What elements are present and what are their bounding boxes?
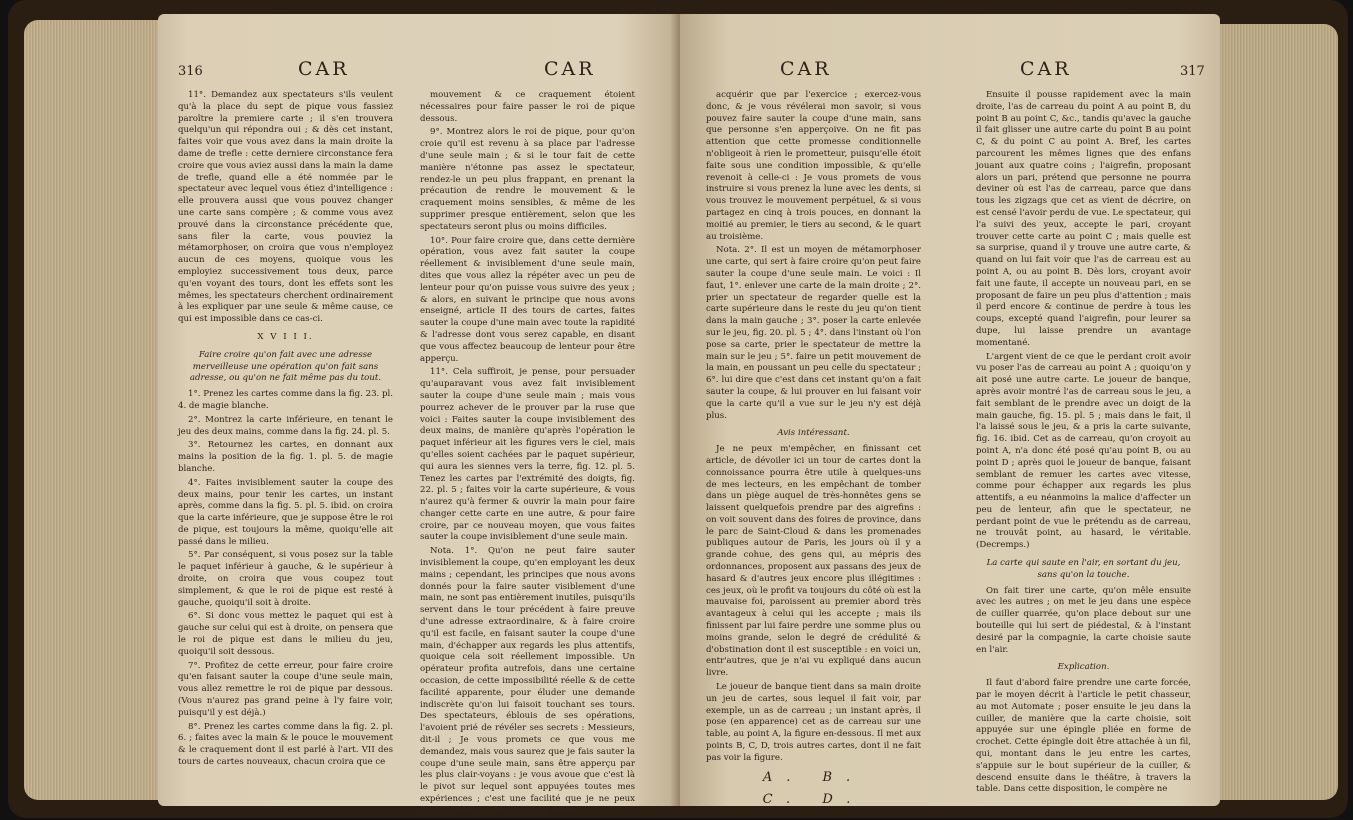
paragraph: 8°. Prenez les cartes comme dans la fig. 2. pl. 6. ; faites avec la main & le pouce le mouvement & le craquement dont il est parlé à l'art. VII des tours de cartes nouveaux, chacun croira que ce (178, 721, 393, 768)
paragraph: Nota. 1°. Qu'on ne peut faire sauter invisiblement la coupe, qu'en employant les deux mains ; cependant, les principes que nous avons donnés pour la faire sauter visiblement d'une main, ne sont pas entièrement inutiles, puisqu'ils servent dans le tour précédent à faire preuve d'une adresse extraordinaire, & à faire croire qu'il est facile, en faisant sauter la coupe d'une main, d'échapper aux regards les plus attentifs, quoique cela soit réellement impossible. Un opérateur profita autrefois, dans une certaine occasion, de cette impossibilité réelle & de cette facilité apparente, pour éluder une demande indiscrète qu'on lui faisoit touchant ses tours. Des spectateurs, éblouis de ses opérations, l'avoient prié de révéler ses secrets : Messieurs, dit-il ; Je vous promets ce que vous me demandez, mais vous saurez que je fais sauter la coupe d'une seule main, sans être apperçu par les plus clair-voyans : je vous avoue que c'est là le pivot sur lequel sont appuyées toutes mes expériences ; c'est une facilité que je ne peux vous donner, & que vous ne pourrez (420, 546, 635, 816)
left-header-word-2: CAR (544, 58, 596, 80)
paragraph: 7°. Profitez de cette erreur, pour faire croire qu'en faisant sauter la coupe d'une seule main, vous allez remettre le roi de pique par dessous. (Vous n'aurez pas grand peine à l'y faire voir, puisqu'il y est déjà.) (178, 660, 393, 718)
left-page (158, 14, 680, 816)
paragraph: 1°. Prenez les cartes comme dans la fig. 23. pl. 4. de magie blanche. (178, 389, 393, 411)
paragraph: 2°. Montrez la carte inférieure, en tenant le jeu des deux mains, comme dans la fig. 24. pl. 5. (178, 414, 393, 437)
paragraph: L'argent vient de ce que le perdant croit avoir vu poser l'as de carreau au point A ; quoiqu'on y ait posé une autre carte. Le joueur de banque, après avoir montré l'as de carreau sous le jeu, a fait semblant de le prendre avec un doigt de la main gauche, fig. 15. pl. 5 ; mais dans le fait, il l'a laissé sous le jeu, & a pris la carte suivante, fig. 16. ibid. Cet as de carreau, qu'on croyoit au point A, n'a donc été posé qu'au point B, ou au point D ; après quoi le joueur de banque, faisant semblant de remuer les cartes avec vitesse, comme pour échapper aux regards les plus attentifs, a eu néanmoins la malice d'affecter un peu de lenteur, afin que le spectateur, ne perdant point de vue le prétendu as de carreau, ne trouvât point, au hasard, le véritable. (Decremps.) (976, 351, 1191, 551)
right-page-number: 317 (1180, 64, 1205, 79)
paragraph: Il faut d'abord faire prendre une carte forcée, par le moyen décrit à l'article le petit chasseur, au mot Automate ; poser ensuite le jeu dans la cuiller, de manière que la carte choisie, soit appuyée sur une épingle pliée en forme de crochet. Cette épingle doit être attachée à un fil, qui, montant dans le jeu entre les cartes, s'appuie sur le bout supérieur de la cuiller, & descend ensuite dans le théâtre, à travers la table. Dans cette disposition, le compère ne (976, 678, 1191, 795)
paragraph: Ensuite il pousse rapidement avec la main droite, l'as de carreau du point A au point B, du point B au point C, &c., tandis qu'avec la gauche il fait glisser une autre carte du point B au point C, & du point C au point A. Bref, les cartes parcourent les mêmes lignes que des enfans jouant aux quatre coins ; l'aigrefin, proposant alors un pari, prétend que personne ne pourra deviner où est l'as de carreau, parce que dans tous les zigzags que cet as vient de décrire, on est censé l'avoir perdu de vue. Le spectateur, qui l'a suivi des yeux, accepte le pari, croyant trouver cette carte au point C ; mais quelle est sa surprise, quand il y trouve une autre carte, & quand on lui fait voir que l'as de carreau est au point A, ou au point B. Dès lors, croyant avoir fait une faute, il accepte un nouveau pari, en se proposant de faire un peu plus d'attention ; mais il perd encore & continue de perdre à tous les coups, excepté quand l'aigrefin, pour leurer sa dupe, lui laisse prendre un avantage momentané. (976, 90, 1191, 348)
paragraph: 10°. Pour faire croire que, dans cette dernière opération, vous avez fait sauter la coupe réellement & invisiblement d'une seule main, dites que vous allez la répéter avec un peu de lenteur pour qu'on puisse vous suivre des yeux ; & alors, en suivant le principe que nous avons enseigné, article II des tours de cartes, faites sauter la coupe d'une main avec toute la rapidité & l'adresse dont vous serez capable, en disant que vous affectez beaucoup de lenteur pour être apperçu. (420, 235, 635, 364)
notice-title: Avis intéressant. (777, 428, 850, 439)
paragraph: 9°. Montrez alors le roi de pique, pour qu'on croie qu'il est revenu à sa place par l'adresse d'une seule main ; & si le tour fait de cette manière n'étonne pas assez le spectateur, rendez-le un peu plus frappant, en prenant la précaution de rendre le mouvement & le craquement moins sensibles, & même de les supprimer presque entièrement, selon que les spectateurs seront plus ou moins difficiles. (420, 127, 635, 232)
paragraph: Le joueur de banque tient dans sa main droite un jeu de cartes, sous lequel il fait voir, par exemple, un as de carreau ; un instant après, il pose (en apparence) cet as de carreau sur une table, au point A, la figure en-dessous. Il met aux points B, C, D, trois autres cartes, dont il ne fait pas voir la figure. (706, 682, 921, 763)
diagram-letters-row-1: A. B. (762, 769, 865, 785)
page-edges-left (24, 20, 158, 800)
right-header-word-1: CAR (780, 58, 832, 80)
left-column-2 (420, 90, 635, 820)
right-column-2 (976, 90, 1191, 798)
paragraph: mouvement & ce craquement étoient nécessaires pour faire passer le roi de pique dessous. (420, 90, 635, 124)
section-title: Faire croire qu'on fait avec une adresse merveilleuse une opération qu'on fait sans adresse, ou qu'on ne fait même pas du tout. (189, 349, 382, 384)
left-header-word-1: CAR (298, 58, 350, 80)
open-book (8, 0, 1348, 818)
paragraph: On fait tirer une carte, qu'on mêle ensuite avec les autres ; on met le jeu dans une espèce de cuiller quarrée, qu'on place debout sur une bouteille qui lui sert de piédestal, & à l'instant desiré par la compagnie, la carte choisie saute en l'air. (976, 585, 1191, 655)
paragraph: 3°. Retournez les cartes, en donnant aux mains la position de la fig. 1. pl. 5. de magie blanche. (178, 440, 393, 474)
paragraph: 5°. Par conséquent, si vous posez sur la table le paquet inférieur à gauche, & le supérieur à droite, on croira que vous coupez tout simplement, & que le roi de pique est resté à gauche, quoiqu'il soit à droite. (178, 550, 393, 608)
trick-title: La carte qui saute en l'air, en sortant du jeu, sans qu'on la touche. (986, 558, 1181, 580)
right-page-header (680, 58, 1220, 88)
paragraph: 11°. Cela suffiroit, je pense, pour persuader qu'auparavant vous avez fait invisiblement sauter la coupe d'une seule main ; mais vous pourrez achever de le prouver par la ruse que voici : Faites sauter la coupe invisiblement des deux mains, de manière qu'après l'opération le paquet inférieur ait les figures vers le ciel, mais qu'elles soient cachées par le paquet supérieur, qui aura les siennes vers la terre, fig. 12. pl. 5. Tenez les cartes par l'extrémité des doigts, fig. 22. pl. 5 ; faites voir la carte supérieure, & vous n'aurez qu'à fermer & ouvrir la main pour faire changer cette carte en une autre, & pour faire croire, par ce nouveau moyen, que vous faites sauter la coupe invisiblement d'une seule main. (420, 367, 635, 543)
left-page-number: 316 (178, 64, 203, 79)
left-page-header (158, 58, 680, 88)
paragraph: Je ne peux m'empêcher, en finissant cet article, de dévoiler ici un tour de cartes dont la connoissance pourra être utile à quelques-uns de mes lecteurs, en les empêchant de tomber dans un piège auquel de très-honnêtes gens se laissent quelquefois prendre par des aigrefins : on voit souvent dans des foires de province, dans le parc de Saint-Cloud & dans les promenades publiques autour de Paris, les jours où il y a grande cohue, des gens qui, au mépris des ordonnances, proposent aux passans des jeux de hasard & d'autres jeux encore plus illégitimes : ces jeux, où le profit va toujours du côté où est la mauvaise foi, paroissent au premier abord très avantageux à celui qui les accepte ; mais ils finissent par lui faire perdre une somme plus ou moins grande, selon le degré de crédulité & d'obstination dont il est susceptible : en voici un, entr'autres, que je n'ai vu expliqué dans aucun livre. (706, 444, 921, 679)
paragraph: Nota. 2°. Il est un moyen de métamorphoser une carte, qui sert à faire croire qu'on peut faire sauter la coupe d'une seule main. Le voici : Il faut, 1°. enlever une carte de la main droite ; 2°. prier un spectateur de regarder quelle est la carte supérieure dans le reste du jeu qu'on tient dans la main gauche ; 3°. poser la carte enlevée sur le jeu, fig. 20. pl. 5 ; 4°. dans l'instant où l'on pose sa carte, prier le spectateur de mettre la main sur le jeu ; 5°. faire un petit mouvement de la main, en poussant un peu celle du spectateur ; 6°. lui dire que c'est dans cet instant qu'on a fait sauter la coupe, & lui prouver en lui faisant voir que la carte qu'il a vue sur le jeu n'y est déjà plus. (706, 245, 921, 421)
section-number: X V I I I. (257, 331, 314, 342)
right-header-word-2: CAR (1020, 58, 1072, 80)
explanation-title: Explication. (1057, 662, 1110, 673)
paragraph: 6°. Si donc vous mettez le paquet qui est à gauche sur celui qui est à droite, on pensera que le roi de pique est dans le milieu du jeu, quoiqu'il soit dessous. (178, 611, 393, 657)
paragraph: 11°. Demandez aux spectateurs s'ils veulent qu'à la place du sept de pique vous fassiez paroître la premiere carte ; il s'en trouvera quelqu'un qui répondra oui ; & dès cet instant, faites voir que vous avez dans la main droite la dame de trefle : cette derniere circonstance fera croire que vous aviez aussi dans la main la dame de trefle, quand elle a été nommée par le spectateur avec lequel vous étiez d'intelligence : elle prouvera aussi que vous pouvez changer une carte sans compère ; & comme vous avez prouvé dans la circonstance précédente que, sans filer la carte, vous pouviez la métamorphoser, on croira que vous n'employez aucun de ces moyens, quoique vous les employiez successivement tous deux, parce qu'en voyant des tours, dont les effets sont les mêmes, les spectateurs cherchent ordinairement à les expliquer par une seule & même cause, ce qui est impossible dans ce cas-ci. (178, 90, 393, 325)
page-edges-right (1220, 24, 1338, 800)
paragraph: 4°. Faites invisiblement sauter la coupe des deux mains, pour tenir les cartes, un instant après, comme dans la fig. 5. pl. 5. ibid. on croira que la carte inférieure, que je suppose être le roi de pique, est toujours la même, quoiqu'elle ait passé dans le milieu. (178, 477, 393, 547)
right-column-1 (706, 90, 921, 809)
left-column-1 (178, 90, 393, 771)
diagram-letters-row-2: C. D. (762, 791, 865, 807)
paragraph: acquérir que par l'exercice ; exercez-vous donc, & je vous révélerai mon savoir, si vous pouvez faire sauter la coupe d'une main, sans que personne s'en apperçoive. On ne fit pas attention que cette promesse conditionnelle n'obligeoit à rien le prometteur, puisqu'elle étoit faite sous une condition impossible, & qu'elle revenoit à celle-ci : Je vous promets de vous instruire si vous prenez la lune avec les dents, si vous trouvez le mouvement perpétuel, & si vous partagez en cinq à trois pouces, en donnant la moitié au premier, le tiers au second, & le quart au troisième. (706, 90, 921, 242)
right-page (680, 14, 1220, 806)
